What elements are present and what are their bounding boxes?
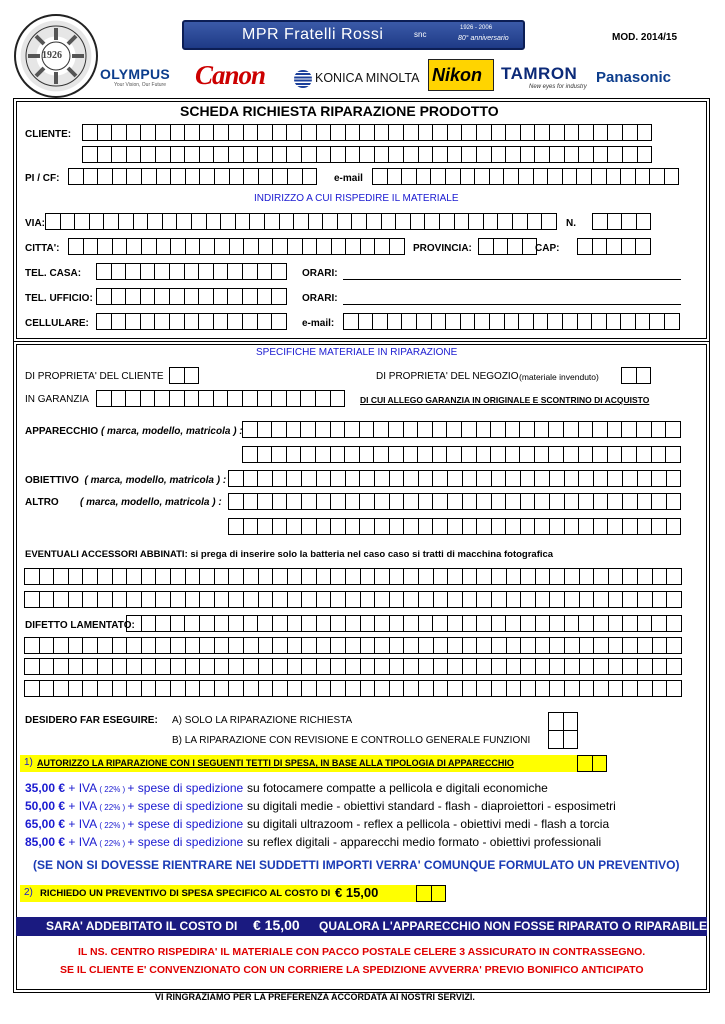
authorization-checkbox[interactable] [577, 755, 607, 772]
orari1-line[interactable] [343, 279, 681, 280]
email2-label: e-mail: [302, 318, 335, 329]
provincia-label: PROVINCIA: [413, 243, 472, 254]
price-row [25, 799, 616, 813]
request-checkbox[interactable] [416, 885, 446, 902]
email2-input[interactable] [343, 313, 680, 330]
brand-konica: KONICA MINOLTA [315, 71, 420, 85]
via-label: VIA: [25, 218, 45, 229]
shipping-note-1: IL NS. CENTRO RISPEDIRA' IL MATERIALE CON PACCO POSTALE CELERE 3 ASSICURATO IN CONTRASSEGNO. [78, 946, 646, 958]
citta-input[interactable] [68, 238, 405, 255]
option-a-checkbox[interactable] [548, 712, 578, 731]
difetto-label: DIFETTO LAMENTATO: [25, 620, 135, 631]
company-seal [14, 14, 98, 98]
price-row [25, 835, 602, 849]
obiettivo-label: OBIETTIVO ( marca, modello, matricola ) : [25, 475, 227, 486]
cliente-input-row1[interactable] [82, 124, 652, 141]
material-heading: SPECIFICHE MATERIALE IN RIPARAZIONE [256, 347, 458, 358]
number-label: N. [566, 218, 576, 229]
invenduto-note: (materiale invenduto) [519, 372, 599, 382]
altro-input-row1[interactable] [228, 493, 681, 510]
obiettivo-input[interactable] [228, 470, 681, 487]
authorization-bar: 1) AUTORIZZO LA RIPARAZIONE CON I SEGUENTI TETTI DI SPESA, IN BASE ALLA TIPOLOGIA DI APPARECCHIO [20, 755, 577, 772]
price-amount: 50,00 € [25, 799, 66, 813]
cliente-input-row2[interactable] [82, 146, 652, 163]
email-label: e-mail [334, 173, 363, 184]
altro-label: ALTRO [25, 497, 59, 508]
price-row [25, 817, 610, 831]
price-iva-pct: ( 22% ) [97, 821, 128, 830]
price-row [25, 781, 548, 795]
cost-banner: SARA' ADDEBITATO IL COSTO DI € 15,00 QUALORA L'APPARECCHIO NON FOSSE RIPARATO O RIPARABILE [16, 917, 707, 936]
address-heading: INDIRIZZO A CUI RISPEDIRE IL MATERIALE [254, 193, 459, 204]
price-shipping: + spese di spedizione [127, 781, 244, 795]
altro-note: ( marca, modello, matricola ) : [80, 497, 222, 508]
price-description: su fotocamere compatte a pellicola e digitali economiche [247, 781, 548, 795]
tel-ufficio-input[interactable] [96, 288, 287, 305]
price-shipping: + spese di spedizione [127, 799, 244, 813]
citta-label: CITTA': [25, 243, 60, 254]
brand-konica-logo [294, 70, 312, 88]
tel-ufficio-label: TEL. UFFICIO: [25, 293, 93, 304]
price-iva-pct: ( 22% ) [97, 839, 128, 848]
accessori-input-row2[interactable] [24, 591, 682, 608]
apparecchio-input-row1[interactable] [242, 421, 681, 438]
cliente-label: CLIENTE: [25, 129, 72, 140]
price-iva-pct: ( 22% ) [97, 785, 128, 794]
orari1-label: ORARI: [302, 268, 338, 279]
picf-label: PI / CF: [25, 173, 60, 184]
price-iva-pct: ( 22% ) [97, 803, 128, 812]
shipping-note-2: SE IL CLIENTE E' CONVENZIONATO CON UN CORRIERE LA SPEDIZIONE AVVERRA' PREVIO BONIFICO ANTICIPATO [60, 964, 644, 976]
price-iva: + IVA [65, 781, 98, 795]
form-title: SCHEDA RICHIESTA RIPARAZIONE PRODOTTO [180, 103, 499, 119]
price-iva: + IVA [65, 817, 98, 831]
request-bar: 2) RICHIEDO UN PREVENTIVO DI SPESA SPECIFICO AL COSTO DI € 15,00 [20, 885, 416, 902]
price-shipping: + spese di spedizione [127, 817, 244, 831]
difetto-input-row3[interactable] [24, 658, 682, 675]
option-b-checkbox[interactable] [548, 730, 578, 749]
company-name: MPR Fratelli Rossi [242, 26, 384, 43]
difetto-input-row2[interactable] [24, 637, 682, 654]
orari2-label: ORARI: [302, 293, 338, 304]
accessori-label: EVENTUALI ACCESSORI ABBINATI: si prega di inserire solo la batteria nel caso caso si tratti di macchina fotografica [25, 549, 554, 560]
tel-casa-label: TEL. CASA: [25, 268, 82, 279]
prop-negozio-label: DI PROPRIETA' DEL NEGOZIO [376, 371, 519, 382]
number-input[interactable] [592, 213, 651, 230]
option-a: A) SOLO LA RIPARAZIONE RICHIESTA [172, 715, 353, 726]
brand-tamron: TAMRON New eyes for industry [501, 64, 587, 90]
garanzia-label: IN GARANZIA [25, 394, 89, 405]
mod-code: MOD. 2014/15 [612, 32, 678, 43]
price-amount: 35,00 € [25, 781, 66, 795]
price-iva: + IVA [65, 835, 98, 849]
brand-canon: Canon [195, 60, 266, 90]
prop-negozio-checkbox[interactable] [621, 367, 651, 384]
picf-input[interactable] [68, 168, 317, 185]
price-description: su digitali medie - obiettivi standard - flash - diaproiettori - esposimetri [247, 799, 616, 813]
price-iva: + IVA [65, 799, 98, 813]
cellulare-label: CELLULARE: [25, 318, 89, 329]
apparecchio-label: APPARECCHIO ( marca, modello, matricola ) : [25, 426, 243, 437]
price-amount: 85,00 € [25, 835, 66, 849]
anniv-label: 80° anniversario [458, 35, 509, 42]
email-input[interactable] [372, 168, 679, 185]
cap-label: CAP: [535, 243, 560, 254]
seal-year: 1926 [42, 50, 62, 61]
brand-nikon: Nikon [428, 59, 494, 91]
anniv-years: 1926 - 2006 [460, 25, 493, 31]
altro-input-row2[interactable] [228, 518, 681, 535]
prop-cliente-checkbox[interactable] [169, 367, 199, 384]
apparecchio-input-row2[interactable] [242, 446, 681, 463]
provincia-input[interactable] [478, 238, 537, 255]
brand-panasonic: Panasonic [596, 69, 672, 86]
thanks-note: VI RINGRAZIAMO PER LA PREFERENZA ACCORDATA AI NOSTRI SERVIZI. [155, 992, 475, 1002]
company-banner [182, 20, 525, 50]
garanzia-input[interactable] [96, 390, 345, 407]
brand-olympus: OLYMPUS Your Vision, Our Future [100, 66, 171, 88]
allego-note: DI CUI ALLEGO GARANZIA IN ORIGINALE E SCONTRINO DI ACQUISTO [360, 395, 650, 405]
cellulare-input[interactable] [96, 313, 287, 330]
orari2-line[interactable] [343, 304, 681, 305]
difetto-input-row1[interactable] [126, 615, 682, 632]
via-input[interactable] [45, 213, 557, 230]
price-description: su reflex digitali - apparecchi medio formato - obiettivi professionali [247, 835, 602, 849]
price-amount: 65,00 € [25, 817, 66, 831]
accessori-input-row1[interactable] [24, 568, 682, 585]
desidero-label: DESIDERO FAR ESEGUIRE: [25, 715, 158, 726]
price-shipping: + spese di spedizione [127, 835, 244, 849]
company-suffix: snc [414, 30, 427, 39]
cap-input[interactable] [577, 238, 651, 255]
se-non-note: (SE NON SI DOVESSE RIENTRARE NEI SUDDETTI IMPORTI VERRA' COMUNQUE FORMULATO UN PREVENTIVO) [33, 858, 680, 872]
difetto-input-row4[interactable] [24, 680, 682, 697]
option-b: B) LA RIPARAZIONE CON REVISIONE E CONTROLLO GENERALE FUNZIONI [172, 735, 531, 746]
tel-casa-input[interactable] [96, 263, 287, 280]
prop-cliente-label: DI PROPRIETA' DEL CLIENTE [25, 371, 164, 382]
price-description: su digitali ultrazoom - reflex a pellicola - obiettivi medi - flash a torcia [247, 817, 610, 831]
